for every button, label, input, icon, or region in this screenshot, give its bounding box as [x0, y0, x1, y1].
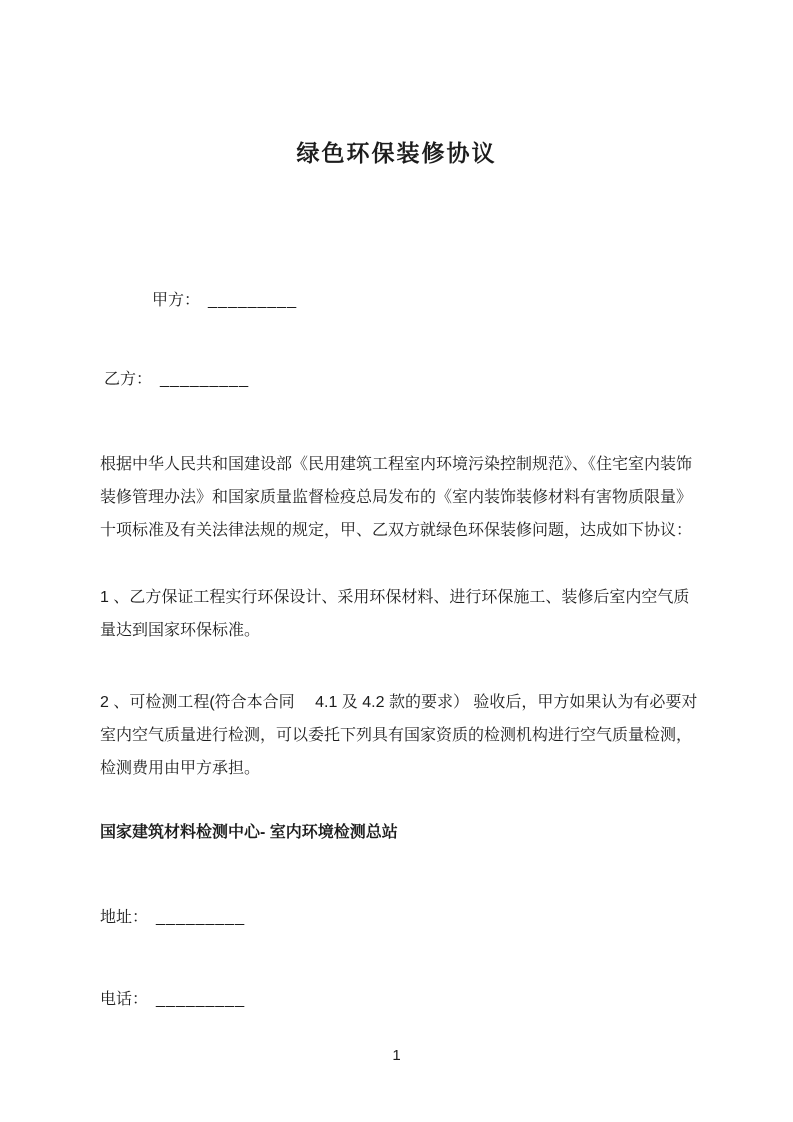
party-a-blank-line: _________ — [208, 292, 298, 309]
page-title: 绿色环保装修协议 — [296, 140, 497, 166]
testing-agency-name: 国家建筑材料检测中心- 室内环境检测总站 — [100, 824, 398, 841]
address-blank-line: _________ — [156, 909, 246, 926]
clause-2-line: 室内空气质量进行检测，可以委托下列具有国家资质的检测机构进行空气质量检测， — [100, 727, 693, 744]
party-b-field — [104, 363, 249, 396]
party-b-blank-line: _________ — [160, 371, 250, 388]
page-number: 1 — [392, 1047, 401, 1064]
party-b-label: 乙方： — [104, 371, 153, 388]
clause-2-paragraph — [100, 686, 760, 785]
clause-1-paragraph — [100, 581, 760, 647]
party-a-label: 甲方： — [152, 292, 201, 309]
preamble-line: 装修管理办法》和国家质量监督检疫总局发布的《室内装饰装修材料有害物质限量》 — [100, 489, 693, 506]
preamble-line: 根据中华人民共和国建设部《民用建筑工程室内环境污染控制规范》、《住宅室内装饰 — [100, 456, 693, 473]
preamble-paragraph — [100, 448, 760, 547]
address-label: 地址： — [100, 909, 149, 926]
party-a-field — [152, 284, 297, 317]
clause-1-line: 量达到国家环保标准。 — [100, 622, 261, 639]
clause-1-line: 1 、乙方保证工程实行环保设计、采用环保材料、进行环保施工、装修后室内空气质 — [100, 589, 690, 606]
phone-field — [100, 983, 245, 1016]
phone-blank-line: _________ — [156, 991, 246, 1008]
preamble-line: 十项标准及有关法律法规的规定，甲、乙双方就绿色环保装修问题，达成如下协议： — [100, 522, 693, 539]
phone-label: 电话： — [100, 991, 149, 1008]
clause-2-line: 2 、可检测工程(符合本合同 4.1 及 4.2 款的要求） 验收后，甲方如果认为有必要对 — [100, 694, 698, 711]
address-field — [100, 901, 245, 934]
clause-2-line: 检测费用由甲方承担。 — [100, 760, 261, 777]
